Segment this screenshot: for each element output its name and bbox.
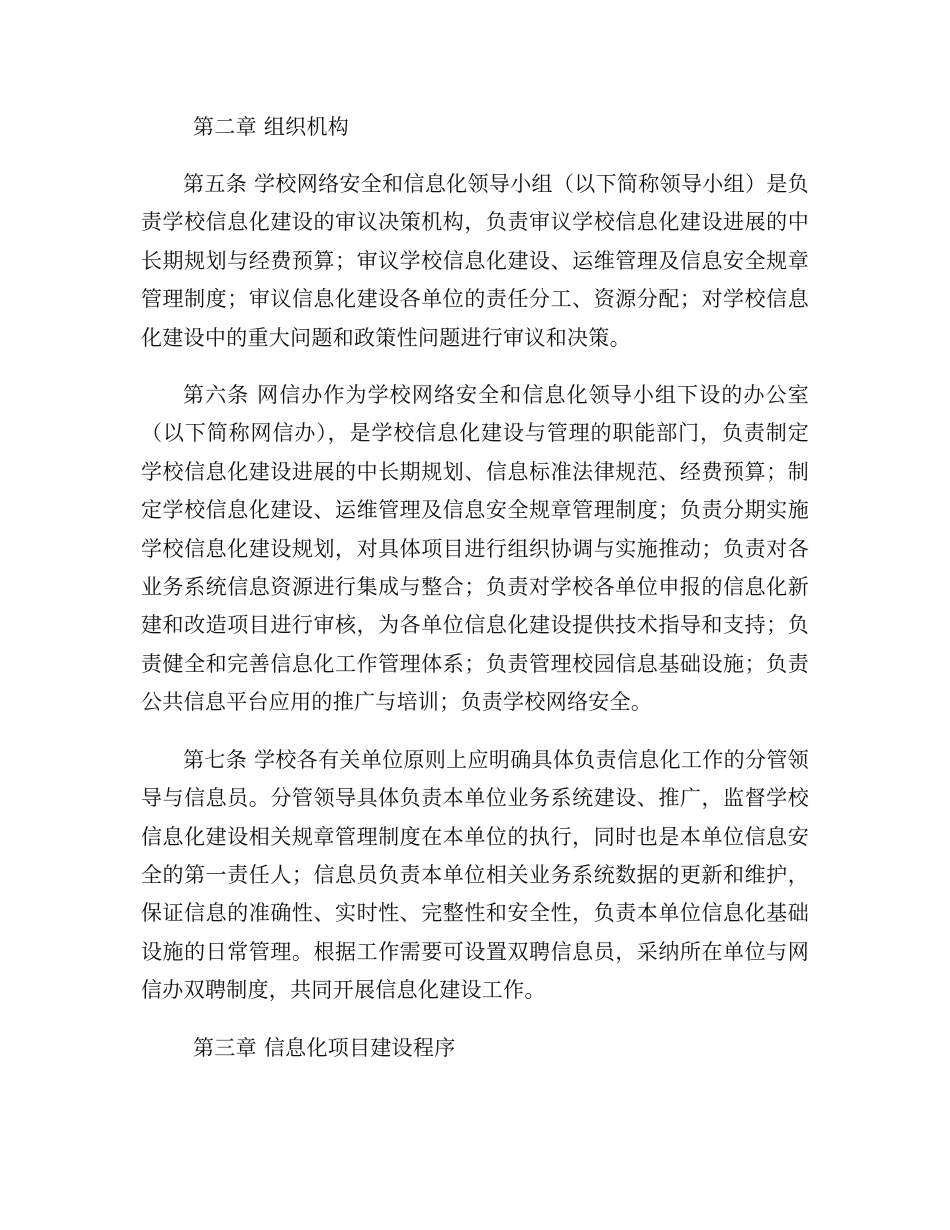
article-6-paragraph: 第六条 网信办作为学校网络安全和信息化领导小组下设的办公室（以下简称网信办），是学校信息化建设与管理的职能部门，负责制定学校信息化建设进展的中长期规划、信息标准法律规范、经费预算；制定学校信息化建设、运维管理及信息安全规章管理制度；负责分期实施学校信息化建设规划，对具体项目进行组织协调与实施推动；负责对各业务系统信息资源进行集成与整合；负责对学校各单位申报的信息化新建和改造项目进行审核，为各单位信息化建设提供技术指导和支持；负责健全和完善信息化工作管理体系；负责管理校园信息基础设施；负责公共信息平台应用的推广与培训；负责学校网络安全。 [141, 383, 809, 715]
chapter-3-heading: 第三章 信息化项目建设程序 [193, 1035, 456, 1060]
article-7-paragraph: 第七条 学校各有关单位原则上应明确具体负责信息化工作的分管领导与信息员。分管领导具体负责本单位业务系统建设、推广，监督学校信息化建设相关规章管理制度在本单位的执行，同时也是本单位信息安全的第一责任人；信息员负责本单位相关业务系统数据的更新和维护，保证信息的准确性、实时性、完整性和安全性，负责本单位信息化基础设施的日常管理。根据工作需要可设置双聘信息员，采纳所在单位与网信办双聘制度，共同开展信息化建设工作。 [141, 747, 809, 1003]
chapter-2-heading: 第二章 组织机构 [193, 115, 350, 139]
document-body [141, 108, 809, 1067]
article-5-paragraph: 第五条 学校网络安全和信息化领导小组（以下简称领导小组）是负责学校信息化建设的审议决策机构，负责审议学校信息化建设进展的中长期规划与经费预算；审议学校信息化建设、运维管理及信息安全规章管理制度；审议信息化建设各单位的责任分工、资源分配；对学校信息化建设中的重大问题和政策性问题进行审议和决策。 [141, 172, 809, 350]
